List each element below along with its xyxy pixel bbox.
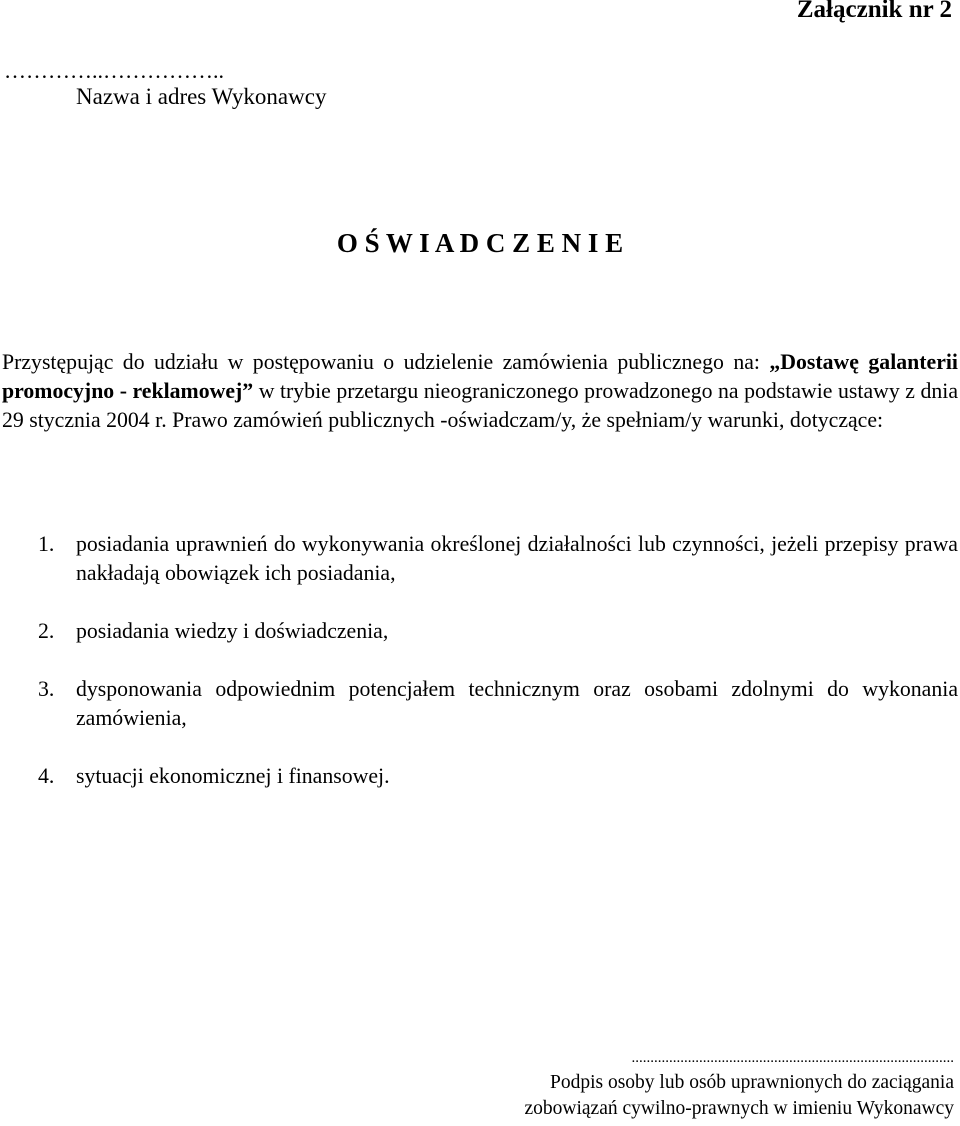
condition-text: posiadania uprawnień do wykonywania określonej działalności lub czynności, jeżeli przepisy prawa nakładają obowiązek ich posiadania, (76, 532, 958, 585)
condition-item-4 (0, 762, 958, 791)
condition-item-2 (0, 617, 958, 646)
condition-item-1 (0, 530, 958, 588)
contractor-dots: …………..…………….. (4, 58, 224, 83)
signature-dots: ...................................................................................... (631, 1050, 954, 1066)
condition-text: dysponowania odpowiednim potencjałem technicznym oraz osobami zdolnymi do wykonania zamówienia, (76, 677, 958, 730)
procurement-subject: „Dostawę galanterii promocyjno - reklamowej” (2, 350, 958, 403)
condition-number: 4. (38, 764, 55, 788)
intro-text-end: w trybie przetargu nieograniczonego prowadzonego na podstawie ustawy z dnia 29 stycznia 2004 r. Prawo zamówień publicznych -oświadczam/y, że spełniam/y warunki, dotyczące: (2, 379, 958, 432)
annex-label: Załącznik nr 2 (796, 0, 952, 23)
contractor-name-address-label: Nazwa i adres Wykonawcy (76, 84, 327, 109)
condition-number: 3. (38, 677, 55, 701)
condition-text: sytuacji ekonomicznej i finansowej. (76, 764, 390, 788)
condition-number: 2. (38, 619, 55, 643)
signature-caption-line-1: Podpis osoby lub osób uprawnionych do zaciągania (549, 1072, 954, 1093)
document-title: O Ś W I A D C Z E N I E (336, 228, 624, 258)
condition-text: posiadania wiedzy i doświadczenia, (76, 619, 389, 643)
intro-paragraph (2, 348, 958, 435)
condition-number: 1. (38, 532, 55, 556)
intro-text-start: Przystępując do udziału w postępowaniu o udzielenie zamówienia publicznego na: (2, 350, 770, 374)
signature-caption-line-2: zobowiązań cywilno-prawnych w imieniu Wykonawcy (524, 1098, 954, 1119)
condition-item-3 (0, 675, 958, 733)
